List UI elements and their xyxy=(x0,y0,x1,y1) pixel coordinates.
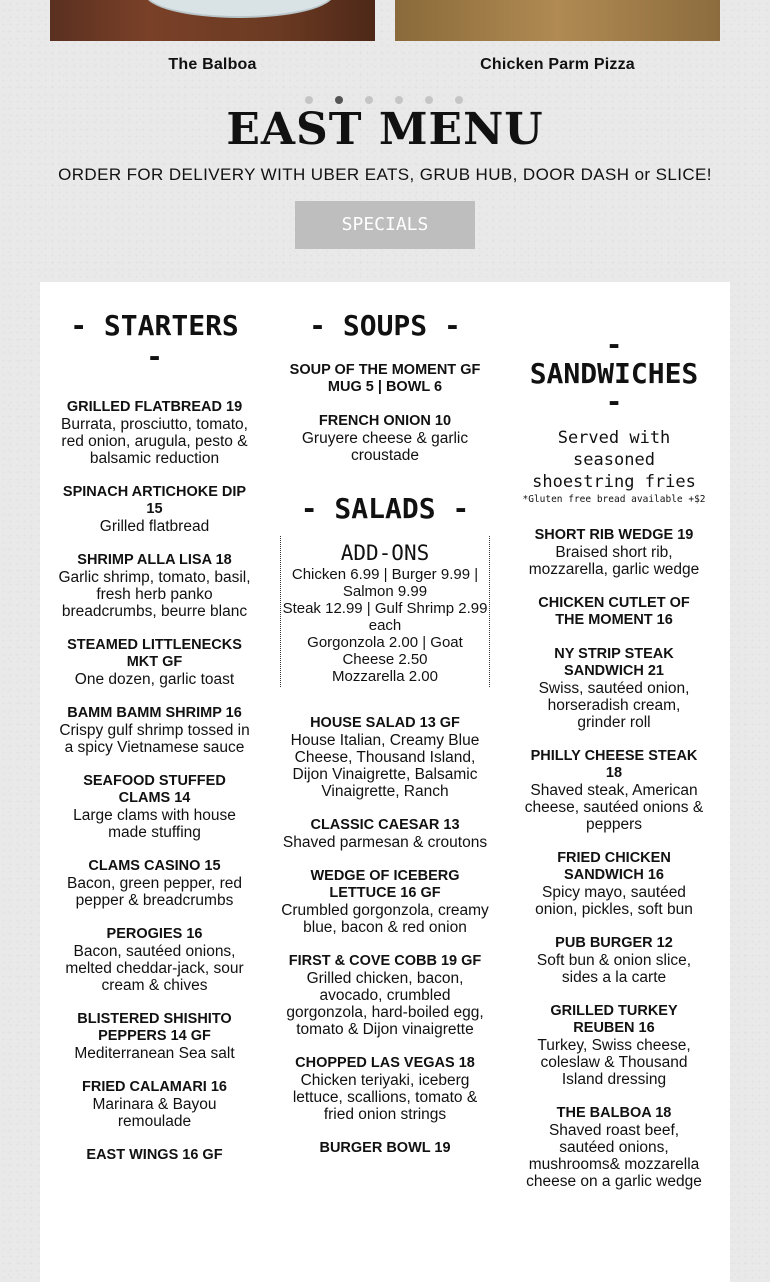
item-name: PUB BURGER 12 xyxy=(555,935,673,951)
sandwiches-column xyxy=(522,328,706,1207)
addons-line: Chicken 6.99 | Burger 9.99 | Salmon 9.99 xyxy=(291,566,479,600)
menu-item xyxy=(56,773,253,841)
item-description: Swiss, sautéed onion, horseradish cream, grinder roll xyxy=(538,680,690,731)
item-description: House Italian, Creamy Blue Cheese, Thousand Island, Dijon Vinaigrette, Balsamic Vinaigrette, Ranch xyxy=(290,732,480,800)
carousel-dot[interactable] xyxy=(455,96,463,104)
item-name: SHORT RIB WEDGE 19 xyxy=(534,527,694,543)
menu-item xyxy=(56,1147,253,1164)
item-description: Large clams with house made stuffing xyxy=(73,807,236,841)
item-name: GRILLED TURKEY REUBEN 16 xyxy=(550,1003,678,1036)
gluten-free-note: *Gluten free bread available +$2 xyxy=(522,494,706,505)
item-name: PEROGIES 16 xyxy=(106,926,203,942)
item-name: FIRST & COVE COBB 19 GF xyxy=(288,953,482,969)
menu-item xyxy=(280,715,490,800)
menu-item xyxy=(56,484,253,535)
menu-item xyxy=(522,850,706,918)
item-name: HOUSE SALAD 13 GF xyxy=(310,715,460,731)
item-name: SOUP OF THE MOMENT GF MUG 5 | BOWL 6 xyxy=(289,362,481,395)
specials-button[interactable]: SPECIALS xyxy=(295,201,475,249)
menu-item xyxy=(522,1105,706,1190)
item-description: Marinara & Bayou remoulade xyxy=(92,1096,217,1130)
item-name: BURGER BOWL 19 xyxy=(319,1140,451,1156)
item-name: SHRIMP ALLA LISA 18 xyxy=(77,552,232,568)
carousel-dot[interactable] xyxy=(365,96,373,104)
item-description: Mediterranean Sea salt xyxy=(74,1045,235,1062)
menu-item xyxy=(522,646,706,731)
menu-item xyxy=(522,527,706,578)
item-name: SPINACH ARTICHOKE DIP 15 xyxy=(62,484,247,517)
menu-item xyxy=(56,637,253,688)
starters-column xyxy=(56,310,253,1181)
carousel-image-chicken-parm-pizza[interactable] xyxy=(395,0,720,41)
item-description: Bacon, green pepper, red pepper & breadcrumbs xyxy=(67,875,242,909)
item-description: Bacon, sautéed onions, melted cheddar-jack, sour cream & chives xyxy=(65,943,244,994)
menu-item xyxy=(280,817,490,851)
soups-salads-column xyxy=(280,310,490,1174)
item-description: Shaved parmesan & croutons xyxy=(282,834,488,851)
item-description: Grilled flatbread xyxy=(99,518,210,535)
menu-item xyxy=(56,552,253,620)
plate-illustration xyxy=(145,0,334,18)
item-name: FRIED CHICKEN SANDWICH 16 xyxy=(557,850,671,883)
menu-item xyxy=(56,1079,253,1130)
starters-heading xyxy=(56,310,253,372)
menu-item xyxy=(56,1011,253,1062)
item-name: PHILLY CHEESE STEAK 18 xyxy=(530,748,698,781)
menu-item xyxy=(522,935,706,986)
sandwiches-heading-text: SANDWICHES xyxy=(529,357,699,390)
carousel-dot-active[interactable] xyxy=(335,96,343,104)
item-description: Grilled chicken, bacon, avocado, crumbled gorgonzola, hard-boiled egg, tomato & Dijon vinaigrette xyxy=(286,970,484,1038)
item-name: SEAFOOD STUFFED CLAMS 14 xyxy=(83,773,226,806)
item-name: CHICKEN CUTLET OF THE MOMENT 16 xyxy=(538,595,690,628)
item-description: Crispy gulf shrimp tossed in a spicy Vietnamese sauce xyxy=(59,722,250,756)
menu-item xyxy=(56,926,253,994)
item-name: CLASSIC CAESAR 13 xyxy=(310,817,460,833)
item-description: Burrata, prosciutto, tomato, red onion, arugula, pesto & balsamic reduction xyxy=(61,416,248,467)
carousel-dot[interactable] xyxy=(395,96,403,104)
menu-item xyxy=(280,413,490,464)
item-name: THE BALBOA 18 xyxy=(556,1105,672,1121)
item-description: Shaved steak, American cheese, sautéed onions & peppers xyxy=(524,782,704,833)
sandwiches-heading-dash: - xyxy=(605,385,623,418)
sandwiches-heading xyxy=(522,328,706,418)
menu-item xyxy=(56,705,253,756)
item-name: CHOPPED LAS VEGAS 18 xyxy=(295,1055,475,1071)
item-description: One dozen, garlic toast xyxy=(74,671,235,688)
addons-line: Gorgonzola 2.00 | Goat Cheese 2.50 xyxy=(307,634,463,668)
carousel-dots xyxy=(305,96,463,104)
carousel-image-balboa[interactable] xyxy=(50,0,375,41)
addons-line: Mozzarella 2.00 xyxy=(332,668,438,685)
item-description: Chicken teriyaki, iceberg lettuce, scallions, tomato & fried onion strings xyxy=(292,1072,478,1123)
carousel-caption: Chicken Parm Pizza xyxy=(480,56,635,73)
menu-item xyxy=(280,1055,490,1123)
item-name: FRIED CALAMARI 16 xyxy=(81,1079,227,1095)
item-name: FRENCH ONION 10 xyxy=(318,413,452,429)
menu-panel xyxy=(40,282,730,1282)
item-name: NY STRIP STEAK SANDWICH 21 xyxy=(554,646,674,679)
item-name: BAMM BAMM SHRIMP 16 xyxy=(67,705,242,721)
menu-item xyxy=(280,953,490,1038)
salads-heading: - SALADS - xyxy=(300,492,470,525)
served-with-note: Served with seasoned shoestring fries xyxy=(532,428,696,492)
item-name: STEAMED LITTLENECKS MKT GF xyxy=(67,637,242,670)
addons-line: Steak 12.99 | Gulf Shrimp 2.99 each xyxy=(282,600,488,634)
addons-box xyxy=(280,536,490,687)
addons-title: ADD-ONS xyxy=(340,541,430,565)
delivery-note: ORDER FOR DELIVERY WITH UBER EATS, GRUB HUB, DOOR DASH or SLICE! xyxy=(58,165,712,184)
menu-item xyxy=(280,1140,490,1157)
item-description: Braised short rib, mozzarella, garlic wedge xyxy=(528,544,700,578)
menu-item xyxy=(522,1003,706,1088)
item-name: EAST WINGS 16 GF xyxy=(86,1147,223,1163)
item-description: Turkey, Swiss cheese, coleslaw & Thousand Island dressing xyxy=(537,1037,691,1088)
carousel-caption: The Balboa xyxy=(168,56,257,73)
item-description: Gruyere cheese & garlic croustade xyxy=(301,430,469,464)
menu-item xyxy=(280,868,490,936)
sandwiches-heading-dash: - xyxy=(605,328,623,361)
page-title: EAST MENU xyxy=(226,104,544,155)
menu-item xyxy=(56,858,253,909)
starters-heading-dash: - xyxy=(146,340,163,373)
menu-item xyxy=(522,748,706,833)
item-name: WEDGE OF ICEBERG LETTUCE 16 GF xyxy=(310,868,460,901)
menu-item xyxy=(56,399,253,467)
item-description: Soft bun & onion slice, sides a la carte xyxy=(536,952,692,986)
menu-item xyxy=(522,595,706,629)
soups-heading: - SOUPS - xyxy=(309,309,461,342)
item-description: Shaved roast beef, sautéed onions, mushrooms& mozzarella cheese on a garlic wedge xyxy=(526,1122,702,1190)
starters-heading-text: - STARTERS xyxy=(70,309,239,342)
menu-item xyxy=(280,362,490,396)
item-description: Crumbled gorgonzola, creamy blue, bacon & red onion xyxy=(281,902,489,936)
item-name: CLAMS CASINO 15 xyxy=(88,858,221,874)
carousel-dot[interactable] xyxy=(425,96,433,104)
carousel-dot[interactable] xyxy=(305,96,313,104)
item-description: Garlic shrimp, tomato, basil, fresh herb panko breadcrumbs, beurre blanc xyxy=(58,569,251,620)
item-name: GRILLED FLATBREAD 19 xyxy=(66,399,243,415)
item-description: Spicy mayo, sautéed onion, pickles, soft bun xyxy=(535,884,693,918)
item-name: BLISTERED SHISHITO PEPPERS 14 GF xyxy=(77,1011,232,1044)
